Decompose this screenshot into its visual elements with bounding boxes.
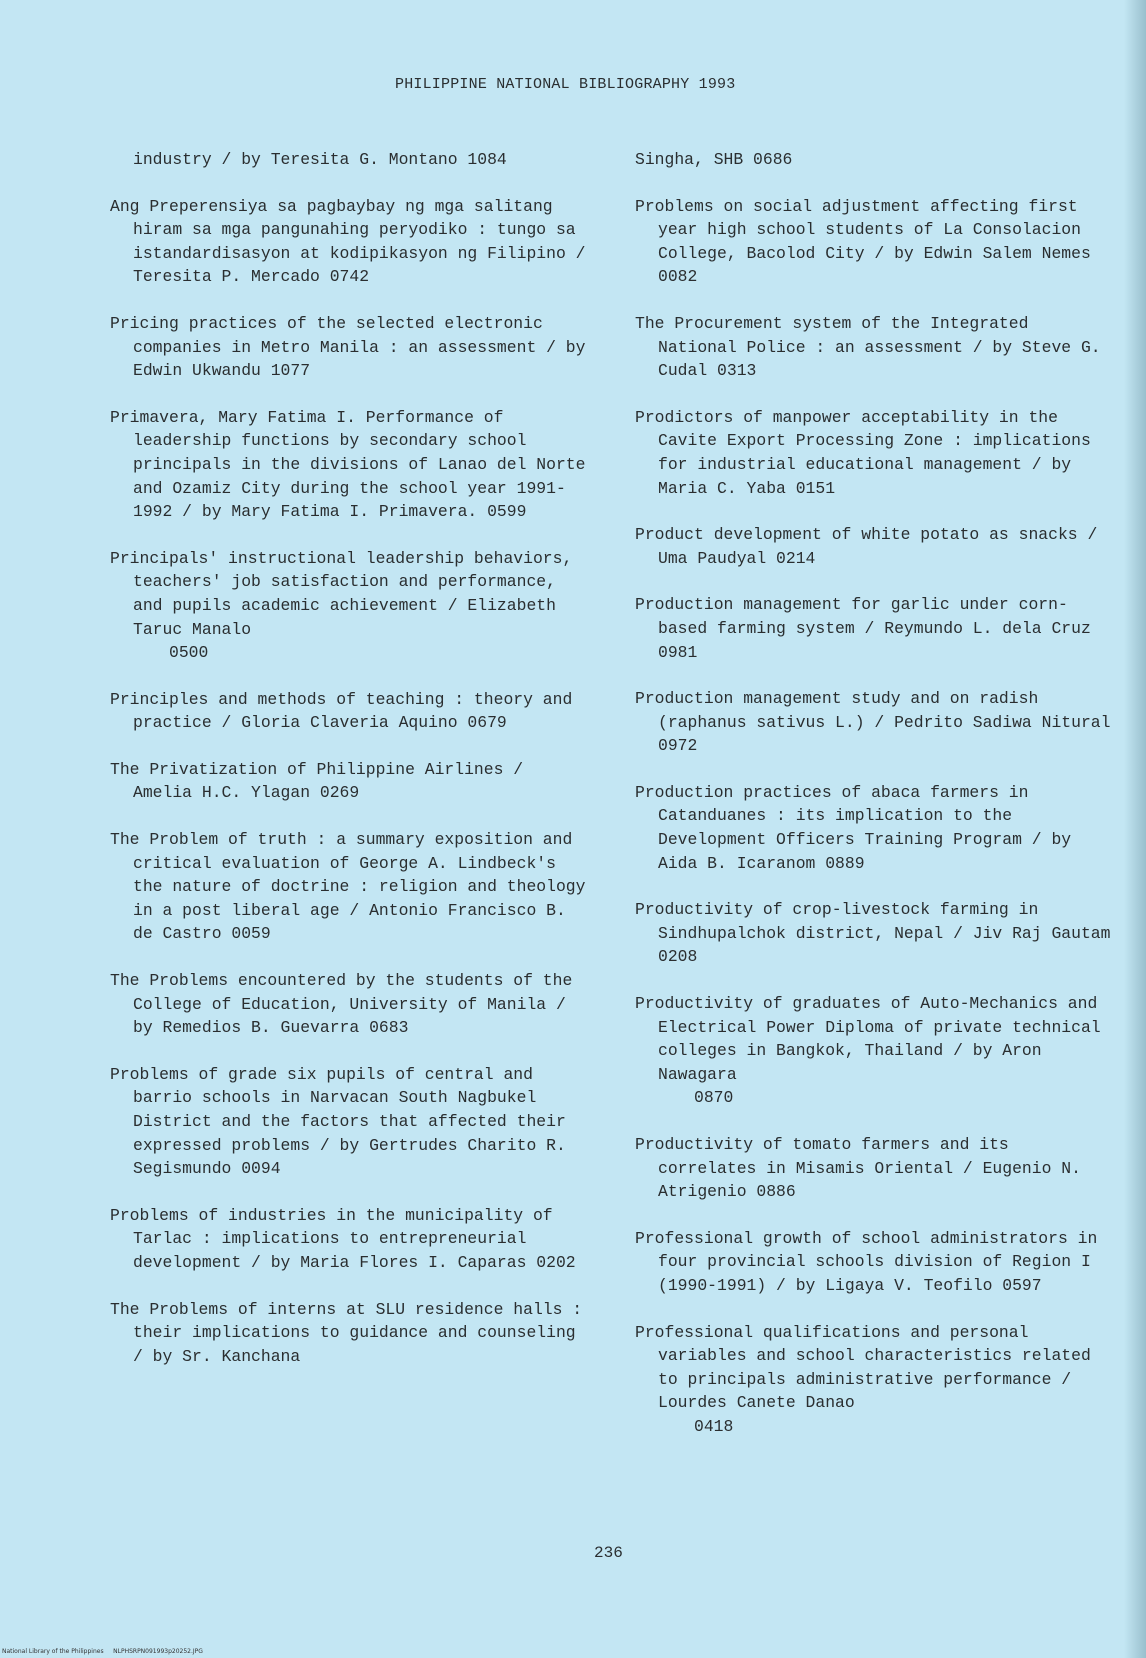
bibliography-entry — [110, 547, 590, 665]
entry-text: Ang Preperensiya sa pagbaybay ng mga salitang hiram sa mga pangunahing peryodiko : tungo sa istandardisasyon at kodipikasyon ng Filipino / Teresita P. Mercado 0742 — [110, 196, 586, 287]
bibliography-entry — [110, 688, 590, 735]
entry-text: The Privatization of Philippine Airlines / Amelia H.C. Ylagan 0269 — [110, 759, 524, 803]
bibliography-entry — [635, 687, 1115, 758]
continuation-entry: industry / by Teresita G. Montano 1084 — [133, 150, 507, 169]
entry-text: Productivity of graduates of Auto-Mechanics and Electrical Power Diploma of private technical colleges in Bangkok, Thailand / by Aron Nawagara — [635, 994, 1101, 1084]
right-column — [635, 148, 1115, 1462]
bibliography-entry — [635, 1227, 1115, 1298]
bibliography-entry — [635, 1133, 1115, 1204]
entry-text: Principles and methods of teaching : theory and practice / Gloria Claveria Aquino 0679 — [110, 689, 573, 733]
bibliography-entry — [110, 406, 590, 524]
bibliography-entry — [110, 758, 590, 805]
entry-text: Productivity of tomato farmers and its correlates in Misamis Oriental / Eugenio N. Atrigenio 0886 — [635, 1135, 1081, 1202]
scan-label: National Library of the Philippines — [2, 1648, 104, 1655]
bibliography-entry — [635, 312, 1115, 383]
bibliography-entry — [635, 992, 1115, 1110]
left-entry-list — [110, 195, 590, 1369]
scan-footer — [2, 1648, 203, 1655]
bibliography-entry — [110, 828, 590, 946]
entry-text: Pricing practices of the selected electronic companies in Metro Manila : an assessment / by Edwin Ukwandu 1077 — [110, 313, 586, 381]
bibliography-entry — [635, 523, 1115, 570]
left-column — [110, 148, 590, 1391]
bibliography-entry — [110, 1063, 590, 1181]
bibliography-entry — [110, 312, 590, 383]
page-edge-shadow — [1124, 0, 1146, 1658]
entry-text: Prodictors of manpower acceptability in the Cavite Export Processing Zone : implications for industrial educational management / by Maria C. Yaba 0151 — [635, 407, 1091, 498]
entry-text: Productivity of crop-livestock farming in Sindhupalchok district, Nepal / Jiv Raj Gautam 0208 — [635, 900, 1111, 967]
bibliography-entry — [110, 195, 590, 289]
entry-text: Production management for garlic under corn-based farming system / Reymundo L. dela Cruz 0981 — [635, 595, 1091, 662]
entry-text: The Problems encountered by the students of the College of Education, University of Manila / by Remedios B. Guevarra 0683 — [110, 971, 573, 1038]
entry-text: Product development of white potato as snacks / Uma Paudyal 0214 — [635, 525, 1098, 568]
entry-text: Primavera, Mary Fatima I. Performance of leadership functions by secondary school principals in the divisions of Lanao del Norte and Ozamiz City during the school year 1991-1992 / by Mary Fatima I. Primavera. 0599 — [110, 407, 586, 522]
entry-number: 0418 — [694, 1416, 734, 1436]
page-title: PHILIPPINE NATIONAL BIBLIOGRAPHY 1993 — [395, 76, 736, 93]
entry-text: Production management study and on radish (raphanus sativus L.) / Pedrito Sadiwa Nitural 0972 — [635, 689, 1111, 756]
entry-text: The Problem of truth : a summary exposition and critical evaluation of George A. Lindbeck's the nature of doctrine : religion and theology in a post liberal age / Antonio Francisco B. de Castro 0059 — [110, 830, 586, 944]
right-entry-list — [635, 195, 1115, 1439]
bibliography-entry — [635, 781, 1115, 875]
entry-text: Professional growth of school administrators in four provincial schools division of Region I (1990-1991) / by Ligaya V. Teofilo 0597 — [635, 1228, 1098, 1295]
entry-number: 0500 — [169, 643, 209, 663]
entry-text: The Problems of interns at SLU residence halls : their implications to guidance and counseling / by Sr. Kanchana — [110, 1299, 583, 1366]
entry-text: Professional qualifications and personal variables and school characteristics related to principals administrative performance / Lourdes Canete Danao — [635, 1322, 1091, 1413]
continuation-entry: Singha, SHB 0686 — [635, 150, 793, 169]
entry-text: Problems of grade six pupils of central and barrio schools in Narvacan South Nagbukel District and the factors that affected their expressed problems / by Gertrudes Charito R. Segismundo 0094 — [110, 1064, 566, 1179]
bibliography-entry — [110, 1298, 590, 1369]
bibliography-entry — [635, 195, 1115, 289]
bibliography-entry — [635, 898, 1115, 969]
scan-file: NLPHSRPN091993p20252.JPG — [113, 1648, 203, 1655]
entry-text: Principals' instructional leadership behaviors, teachers' job satisfaction and performance, and pupils academic achievement / Elizabeth Taruc Manalo — [110, 548, 573, 639]
entry-text: The Procurement system of the Integrated National Police : an assessment / by Steve G. Cudal 0313 — [635, 313, 1101, 381]
entry-text: Problems on social adjustment affecting first year high school students of La Consolacion College, Bacolod City / by Edwin Salem Nemes 0082 — [635, 196, 1091, 287]
bibliography-entry — [110, 1204, 590, 1275]
entry-text: Problems of industries in the municipality of Tarlac : implications to entrepreneurial development / by Maria Flores I. Caparas 0202 — [110, 1205, 576, 1272]
bibliography-entry — [635, 1321, 1115, 1439]
page-number: 236 — [594, 1544, 623, 1562]
bibliography-entry — [635, 406, 1115, 500]
bibliography-entry — [635, 593, 1115, 664]
entry-text: Production practices of abaca farmers in Catanduanes : its implication to the Development Officers Training Program / by Aida B. Icaranom 0889 — [635, 782, 1072, 873]
bibliography-entry — [110, 969, 590, 1040]
entry-number: 0870 — [694, 1088, 734, 1108]
